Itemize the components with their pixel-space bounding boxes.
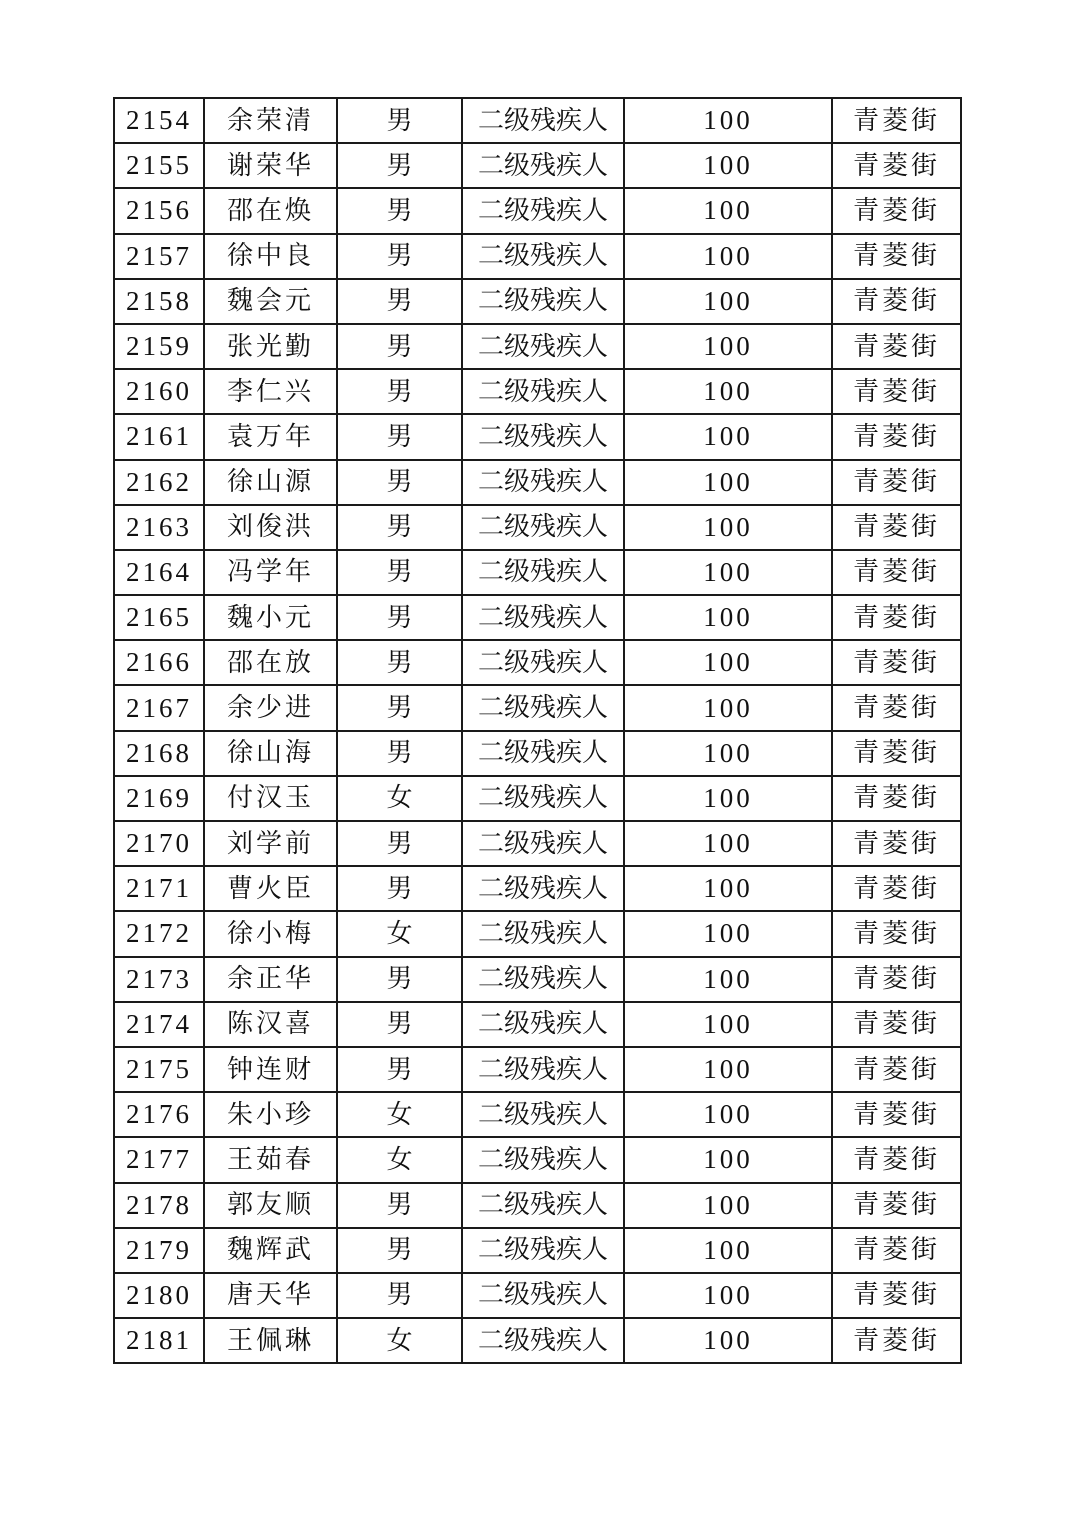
amount-cell: 100 [624, 505, 832, 550]
gender-cell: 男 [337, 957, 462, 1002]
disability-level-cell: 二级残疾人 [462, 234, 624, 279]
amount-cell: 100 [624, 234, 832, 279]
gender-cell: 男 [337, 595, 462, 640]
street-cell: 青菱街 [832, 1273, 961, 1318]
disability-level-cell: 二级残疾人 [462, 866, 624, 911]
disability-level-cell: 二级残疾人 [462, 460, 624, 505]
gender-cell: 男 [337, 1002, 462, 1047]
amount-cell: 100 [624, 1137, 832, 1182]
person-name-cell: 徐中良 [204, 234, 337, 279]
amount-cell: 100 [624, 776, 832, 821]
disability-level-cell: 二级残疾人 [462, 1318, 624, 1363]
serial-number-cell: 2160 [114, 369, 204, 414]
disability-level-cell: 二级残疾人 [462, 1183, 624, 1228]
person-name-cell: 邵在焕 [204, 188, 337, 233]
disability-level-cell: 二级残疾人 [462, 1047, 624, 1092]
person-name-cell: 刘学前 [204, 821, 337, 866]
serial-number-cell: 2177 [114, 1137, 204, 1182]
serial-number-cell: 2161 [114, 414, 204, 459]
serial-number-cell: 2168 [114, 731, 204, 776]
street-cell: 青菱街 [832, 640, 961, 685]
table-row [114, 685, 961, 730]
table-row [114, 595, 961, 640]
disability-level-cell: 二级残疾人 [462, 1002, 624, 1047]
disability-level-cell: 二级残疾人 [462, 98, 624, 143]
street-cell: 青菱街 [832, 324, 961, 369]
gender-cell: 男 [337, 324, 462, 369]
gender-cell: 男 [337, 414, 462, 459]
gender-cell: 男 [337, 1228, 462, 1273]
street-cell: 青菱街 [832, 866, 961, 911]
amount-cell: 100 [624, 1318, 832, 1363]
gender-cell: 女 [337, 776, 462, 821]
street-cell: 青菱街 [832, 460, 961, 505]
serial-number-cell: 2167 [114, 685, 204, 730]
table-row [114, 1318, 961, 1363]
disability-level-cell: 二级残疾人 [462, 957, 624, 1002]
street-cell: 青菱街 [832, 143, 961, 188]
street-cell: 青菱街 [832, 188, 961, 233]
gender-cell: 男 [337, 98, 462, 143]
table-row [114, 911, 961, 956]
amount-cell: 100 [624, 1228, 832, 1273]
serial-number-cell: 2173 [114, 957, 204, 1002]
amount-cell: 100 [624, 324, 832, 369]
serial-number-cell: 2180 [114, 1273, 204, 1318]
table-row [114, 1183, 961, 1228]
gender-cell: 男 [337, 460, 462, 505]
table-row [114, 234, 961, 279]
amount-cell: 100 [624, 279, 832, 324]
table-row [114, 731, 961, 776]
serial-number-cell: 2181 [114, 1318, 204, 1363]
person-name-cell: 冯学年 [204, 550, 337, 595]
table-row [114, 324, 961, 369]
amount-cell: 100 [624, 595, 832, 640]
serial-number-cell: 2165 [114, 595, 204, 640]
person-name-cell: 钟连财 [204, 1047, 337, 1092]
gender-cell: 女 [337, 1137, 462, 1182]
street-cell: 青菱街 [832, 550, 961, 595]
gender-cell: 男 [337, 640, 462, 685]
disability-level-cell: 二级残疾人 [462, 324, 624, 369]
serial-number-cell: 2164 [114, 550, 204, 595]
table-row [114, 188, 961, 233]
amount-cell: 100 [624, 731, 832, 776]
table-row [114, 460, 961, 505]
person-name-cell: 郭友顺 [204, 1183, 337, 1228]
gender-cell: 男 [337, 279, 462, 324]
table-row [114, 369, 961, 414]
amount-cell: 100 [624, 143, 832, 188]
table-body [114, 98, 961, 1363]
table-row [114, 1273, 961, 1318]
disability-level-cell: 二级残疾人 [462, 505, 624, 550]
table-row [114, 1092, 961, 1137]
gender-cell: 女 [337, 1318, 462, 1363]
gender-cell: 男 [337, 234, 462, 279]
person-name-cell: 李仁兴 [204, 369, 337, 414]
street-cell: 青菱街 [832, 595, 961, 640]
person-name-cell: 余少进 [204, 685, 337, 730]
amount-cell: 100 [624, 640, 832, 685]
gender-cell: 男 [337, 1273, 462, 1318]
serial-number-cell: 2158 [114, 279, 204, 324]
serial-number-cell: 2169 [114, 776, 204, 821]
table-row [114, 414, 961, 459]
amount-cell: 100 [624, 1273, 832, 1318]
serial-number-cell: 2156 [114, 188, 204, 233]
amount-cell: 100 [624, 1047, 832, 1092]
street-cell: 青菱街 [832, 505, 961, 550]
serial-number-cell: 2155 [114, 143, 204, 188]
street-cell: 青菱街 [832, 685, 961, 730]
disability-level-cell: 二级残疾人 [462, 369, 624, 414]
serial-number-cell: 2174 [114, 1002, 204, 1047]
table-row [114, 821, 961, 866]
table-row [114, 866, 961, 911]
person-name-cell: 朱小珍 [204, 1092, 337, 1137]
gender-cell: 男 [337, 550, 462, 595]
amount-cell: 100 [624, 414, 832, 459]
person-name-cell: 王茹春 [204, 1137, 337, 1182]
person-name-cell: 王佩琳 [204, 1318, 337, 1363]
disability-level-cell: 二级残疾人 [462, 776, 624, 821]
gender-cell: 男 [337, 821, 462, 866]
street-cell: 青菱街 [832, 957, 961, 1002]
person-name-cell: 谢荣华 [204, 143, 337, 188]
gender-cell: 女 [337, 1092, 462, 1137]
amount-cell: 100 [624, 866, 832, 911]
person-name-cell: 曹火臣 [204, 866, 337, 911]
person-name-cell: 刘俊洪 [204, 505, 337, 550]
amount-cell: 100 [624, 550, 832, 595]
street-cell: 青菱街 [832, 414, 961, 459]
person-name-cell: 余正华 [204, 957, 337, 1002]
gender-cell: 男 [337, 866, 462, 911]
serial-number-cell: 2178 [114, 1183, 204, 1228]
gender-cell: 男 [337, 685, 462, 730]
disability-subsidy-table [113, 97, 962, 1364]
street-cell: 青菱街 [832, 731, 961, 776]
serial-number-cell: 2163 [114, 505, 204, 550]
gender-cell: 男 [337, 188, 462, 233]
street-cell: 青菱街 [832, 911, 961, 956]
serial-number-cell: 2159 [114, 324, 204, 369]
disability-level-cell: 二级残疾人 [462, 550, 624, 595]
amount-cell: 100 [624, 1183, 832, 1228]
disability-level-cell: 二级残疾人 [462, 1228, 624, 1273]
person-name-cell: 魏辉武 [204, 1228, 337, 1273]
person-name-cell: 张光勤 [204, 324, 337, 369]
table-row [114, 1137, 961, 1182]
street-cell: 青菱街 [832, 1092, 961, 1137]
gender-cell: 男 [337, 505, 462, 550]
serial-number-cell: 2176 [114, 1092, 204, 1137]
amount-cell: 100 [624, 1092, 832, 1137]
table-row [114, 550, 961, 595]
table-row [114, 640, 961, 685]
serial-number-cell: 2154 [114, 98, 204, 143]
serial-number-cell: 2179 [114, 1228, 204, 1273]
disability-level-cell: 二级残疾人 [462, 1273, 624, 1318]
amount-cell: 100 [624, 1002, 832, 1047]
disability-level-cell: 二级残疾人 [462, 821, 624, 866]
disability-level-cell: 二级残疾人 [462, 1092, 624, 1137]
table-row [114, 1047, 961, 1092]
person-name-cell: 付汉玉 [204, 776, 337, 821]
gender-cell: 男 [337, 143, 462, 188]
person-name-cell: 邵在放 [204, 640, 337, 685]
street-cell: 青菱街 [832, 98, 961, 143]
disability-level-cell: 二级残疾人 [462, 143, 624, 188]
amount-cell: 100 [624, 821, 832, 866]
street-cell: 青菱街 [832, 369, 961, 414]
person-name-cell: 唐天华 [204, 1273, 337, 1318]
person-name-cell: 袁万年 [204, 414, 337, 459]
gender-cell: 女 [337, 911, 462, 956]
serial-number-cell: 2170 [114, 821, 204, 866]
street-cell: 青菱街 [832, 279, 961, 324]
amount-cell: 100 [624, 460, 832, 505]
disability-level-cell: 二级残疾人 [462, 640, 624, 685]
table-row [114, 98, 961, 143]
amount-cell: 100 [624, 98, 832, 143]
gender-cell: 男 [337, 731, 462, 776]
person-name-cell: 徐山源 [204, 460, 337, 505]
serial-number-cell: 2172 [114, 911, 204, 956]
street-cell: 青菱街 [832, 1047, 961, 1092]
disability-level-cell: 二级残疾人 [462, 731, 624, 776]
street-cell: 青菱街 [832, 1228, 961, 1273]
table-row [114, 505, 961, 550]
table-row [114, 776, 961, 821]
disability-level-cell: 二级残疾人 [462, 188, 624, 233]
disability-level-cell: 二级残疾人 [462, 685, 624, 730]
serial-number-cell: 2175 [114, 1047, 204, 1092]
person-name-cell: 陈汉喜 [204, 1002, 337, 1047]
table-row [114, 279, 961, 324]
disability-level-cell: 二级残疾人 [462, 1137, 624, 1182]
amount-cell: 100 [624, 957, 832, 1002]
table-row [114, 957, 961, 1002]
gender-cell: 男 [337, 1047, 462, 1092]
street-cell: 青菱街 [832, 234, 961, 279]
amount-cell: 100 [624, 911, 832, 956]
street-cell: 青菱街 [832, 1318, 961, 1363]
person-name-cell: 徐小梅 [204, 911, 337, 956]
serial-number-cell: 2171 [114, 866, 204, 911]
street-cell: 青菱街 [832, 1137, 961, 1182]
serial-number-cell: 2157 [114, 234, 204, 279]
amount-cell: 100 [624, 685, 832, 730]
person-name-cell: 余荣清 [204, 98, 337, 143]
disability-level-cell: 二级残疾人 [462, 414, 624, 459]
street-cell: 青菱街 [832, 1002, 961, 1047]
person-name-cell: 魏会元 [204, 279, 337, 324]
person-name-cell: 徐山海 [204, 731, 337, 776]
disability-level-cell: 二级残疾人 [462, 595, 624, 640]
serial-number-cell: 2162 [114, 460, 204, 505]
gender-cell: 男 [337, 1183, 462, 1228]
street-cell: 青菱街 [832, 1183, 961, 1228]
amount-cell: 100 [624, 188, 832, 233]
disability-level-cell: 二级残疾人 [462, 279, 624, 324]
serial-number-cell: 2166 [114, 640, 204, 685]
table-row [114, 1228, 961, 1273]
disability-level-cell: 二级残疾人 [462, 911, 624, 956]
table-row [114, 143, 961, 188]
person-name-cell: 魏小元 [204, 595, 337, 640]
gender-cell: 男 [337, 369, 462, 414]
amount-cell: 100 [624, 369, 832, 414]
table-row [114, 1002, 961, 1047]
street-cell: 青菱街 [832, 776, 961, 821]
street-cell: 青菱街 [832, 821, 961, 866]
